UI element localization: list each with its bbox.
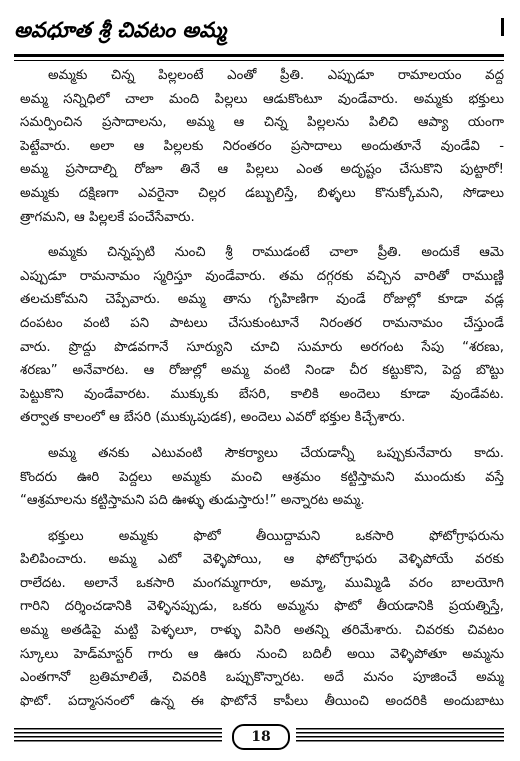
paragraph-1 [20,64,504,229]
header-corner-mark [501,18,504,36]
body-text [20,64,504,725]
text-line: తర్వాత కాలంలో ఆ బేసరి (ముక్కుపుడక), అందెలు ఎవరో భక్తుల కిచ్చేశారు. [20,410,406,426]
text-line: అమ్మ సన్నిధిలో చాలా మంది పిల్లలు ఆడుకొంటూ వుండేవారు. అమ్మకు భక్తులు [20,91,504,107]
footer-hatch-left [14,728,222,744]
page-number: 18 [232,724,290,750]
text-line: ఎంతగానో బ్రతిమాలితే, చివరికి ఒప్పుకొన్నారట. అదే మనం పూజించే అమ్మ [20,670,504,686]
header-rule-thin [14,60,504,61]
text-line: అమ్మకు చిన్న పిల్లలంటే ఎంతో ప్రీతి. ఎప్పుడూ రామాలయం వద్ద [48,68,504,83]
text-line: పెట్టేవారు. అలా ఆ పిల్లలకు నిరంతరం ప్రసాదాలు అందుతూనే వుండేవి - [20,138,504,154]
text-line: దంపటం వంటి పని పాటలు చేసుకుంటూనే నిరంతర రామనామం చేస్తుండే [20,315,504,331]
text-line: సమర్పించిన ప్రసాదాలను, అమ్మ ఆ చిన్న పిల్లలను పిలిచి ఆప్యా యంగా [20,115,504,131]
paragraph-2 [20,241,504,430]
text-line: అమ్మ ప్రసాదాల్ని రోజూ తినే ఆ పిల్లలు ఎంత అదృష్టం చేసుకొని పుట్టారో! [20,162,504,178]
text-line: ఫొటో. పద్మాసనంలో ఉన్న ఈ ఫొటోనే కాపీలు తీయించి అందరికి అందుబాటు [20,693,504,709]
text-line: అమ్మకు దక్షిణగా ఎవరైనా చిల్లర డబ్బులిస్తే, బిళ్ళలు కొనుక్కోమని, సోడాలు [20,185,504,201]
text-line: శరణు” అనేవారట. ఆ రోజుల్లో అమ్మ వంటి నిండా చీర కట్టుకొని, పెద్ద బొట్టు [20,363,504,379]
text-line: తలచుకోమని చెప్పేవారు. అమ్మ తాను గృహిణిగా వుండే రోజుల్లో కూడా వడ్ల [20,292,504,308]
text-line: పెట్టుకొని వుండేవారట. ముక్కుకు బేసరి, కాలికి అందెలు కూడా వుండేవట. [20,386,504,402]
text-line: “ఆశ్రమాలను కట్టిస్తామని పది ఊళ్ళు తుడుస్తారు!” అన్నారట అమ్మ. [20,493,365,509]
page-footer [14,724,504,752]
running-header-title: అవధూత శ్రీ చివటం అమ్మ [14,18,227,42]
running-header [14,8,504,52]
text-line: రాలేదట. అలానే ఒకసారి మంగమ్మగారూ, అమ్మా, ముమ్మిడి వరం బాలయోగి [20,575,504,591]
text-line: అమ్మ తనకు ఎటువంటి సౌకర్యాలు చేయడాన్నీ ఒప్పుకునేవారు కాదు. [48,445,504,461]
text-line: భక్తులు అమ్మకు ఫొటో తీయిద్దామని ఒకసారి ఫోటోగ్రాఫరును [48,528,504,544]
text-line: అమ్మకు చిన్నప్పటి నుంచి శ్రీ రాముడంటే చాలా ప్రీతి. అందుకే ఆమె [48,245,504,261]
text-line: ఎప్పుడూ రామనామం స్మరిస్తూ వుండేవారు. తమ దగ్గరకు వచ్చిన వారితో రాముణ్ణి [20,268,504,284]
text-line: పిలిపించారు. అమ్మ ఎటో వెళ్ళిపోయి, ఆ ఫోటోగ్రాఫరు వెళ్ళిపోయే వరకు [20,552,504,568]
text-line: స్కూలు హెడ్‌మాస్టర్ గారు ఆ ఊరు నుంచి బదిలీ అయి వెళ్ళిపోతూ అమ్మను [20,646,504,662]
header-rule-thick [14,54,504,57]
text-line: గారిని దర్శించడానికి వెళ్ళినప్పుడు, ఒకరు అమ్మను ఫొటో తీయడానికి ప్రయత్నిస్తే, [20,599,504,615]
paragraph-3 [20,442,504,513]
text-line: వారు. ప్రొద్దు పొడవగానే సూర్యుని చూచి సుమారు అరగంట సేపు “శరణు, [20,339,504,355]
text-line: త్రాగమని, ఆ పిల్లలకే పంచేసేవారు. [20,209,195,225]
footer-hatch-right [296,728,504,744]
paragraph-4 [20,525,504,714]
text-line: అమ్మ అతడిపై మట్టి పెళ్ళలూ, రాళ్ళు విసిరి అతన్ని తరిమేశారు. చివరకు చివటం [20,623,504,639]
text-line: కొందరు ఊరి పెద్దలు అమ్మకు మంచి ఆశ్రమం కట్టిస్తామని ముందుకు వస్తే [20,469,504,485]
